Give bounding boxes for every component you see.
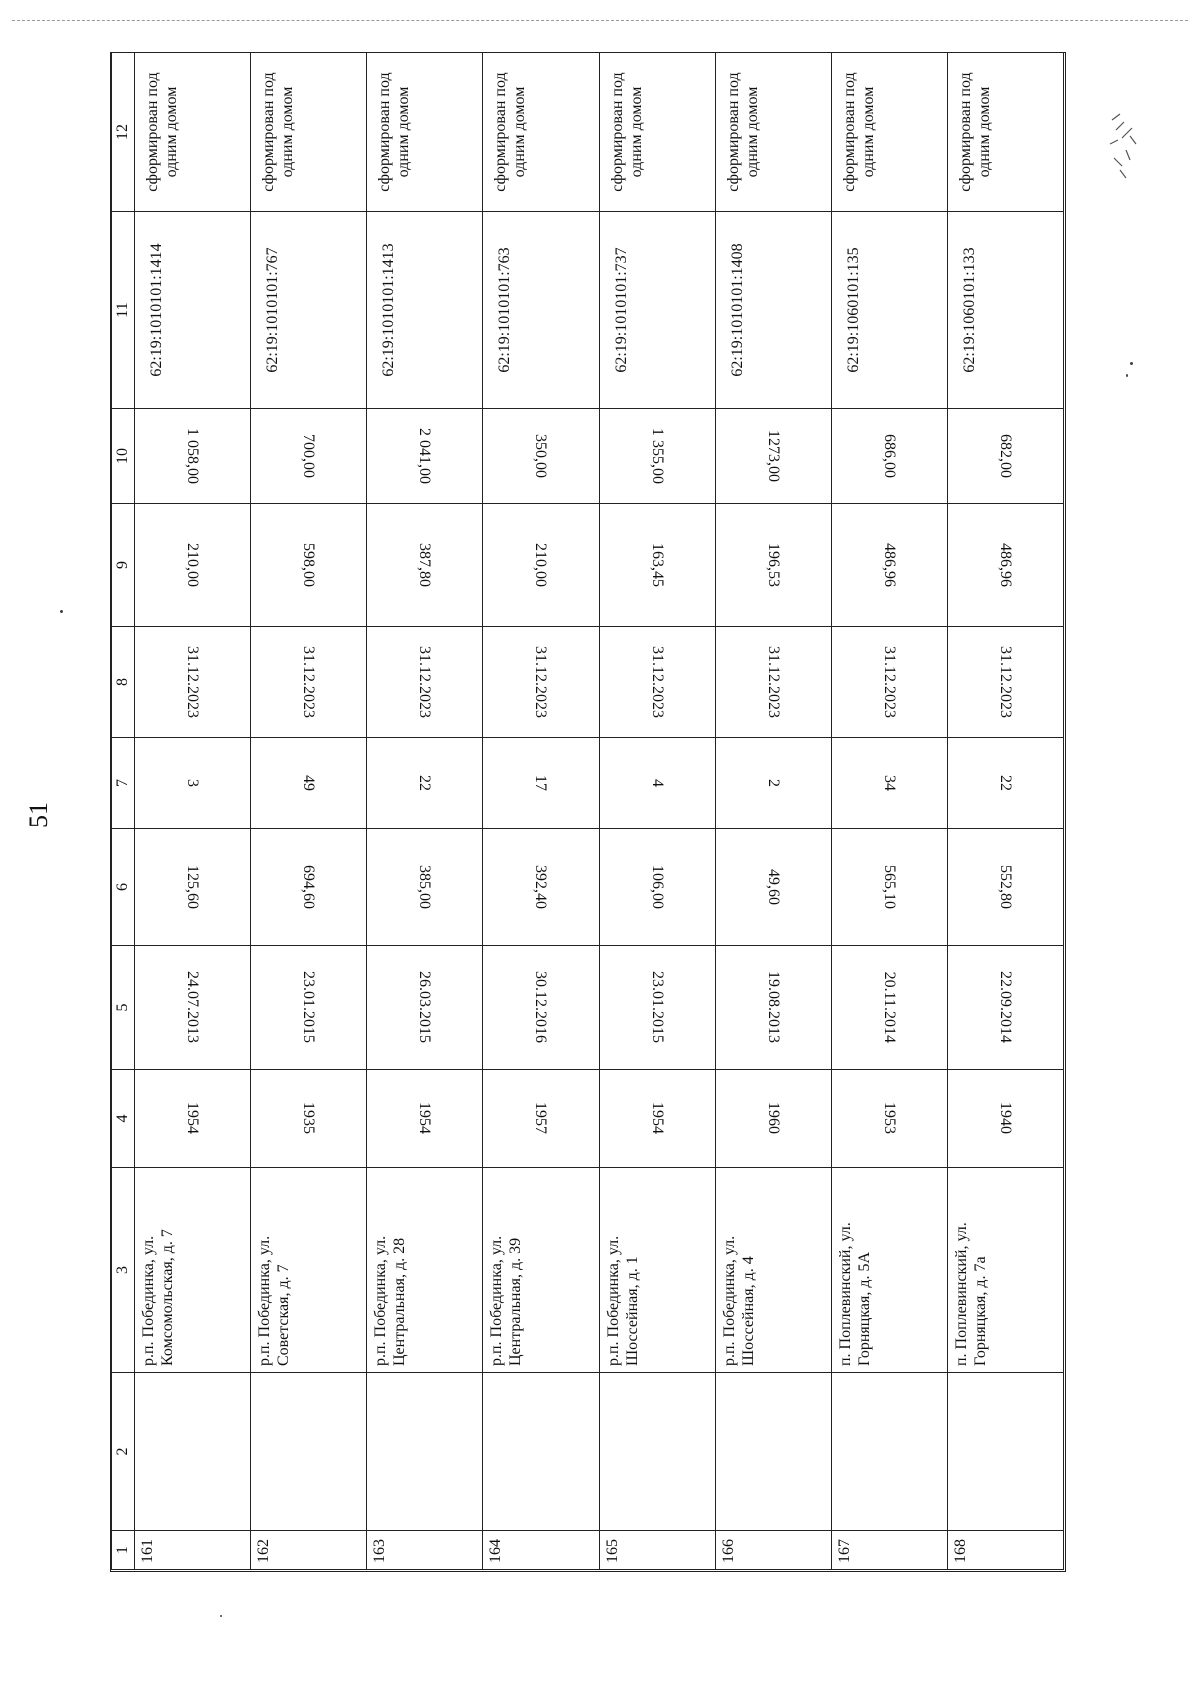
address-cell (367, 1168, 483, 1373)
value-10-text: 1 355,00 (648, 428, 666, 484)
row-number-text: 163 (371, 1539, 389, 1563)
area-text: 392,40 (532, 865, 550, 909)
row-number-cell (599, 1531, 715, 1570)
area-cell (831, 829, 947, 946)
date-cell (251, 946, 367, 1070)
cadastral-number-text: 62:19:1010101:1413 (380, 243, 398, 377)
column-2-cell (483, 1373, 599, 1531)
residents-cell (135, 738, 251, 829)
value-9-cell (947, 504, 1063, 627)
page-number: 51 (24, 802, 53, 828)
area-cell (599, 829, 715, 946)
residents-cell (483, 738, 599, 829)
row-number-text: 166 (719, 1539, 737, 1563)
residents-text: 22 (416, 775, 434, 791)
date-text: 26.03.2015 (416, 971, 434, 1044)
address-text: р.п. Побединка, ул. Комсомольская, д. 7 (140, 1229, 176, 1366)
table-row (715, 53, 831, 1570)
address-cell (251, 1168, 367, 1373)
cadastral-number-text: 62:19:1010101:763 (496, 247, 514, 373)
row-number-text: 165 (603, 1539, 621, 1563)
status-cell (367, 53, 483, 212)
cadastral-number-text: 62:19:1060101:135 (844, 247, 862, 373)
residents-cell (947, 738, 1063, 829)
address-text: р.п. Побединка, ул. Шоссейная, д. 1 (604, 1235, 641, 1366)
stamp-mark (1092, 100, 1152, 190)
row-number-cell (831, 1531, 947, 1570)
residents-cell (715, 738, 831, 829)
header-row (112, 53, 135, 1570)
cadastral-number-cell (947, 212, 1063, 409)
value-9-text: 486,96 (880, 543, 898, 587)
value-9-text: 210,00 (184, 543, 202, 587)
build-year-text: 1954 (416, 1102, 434, 1135)
residents-cell (831, 738, 947, 829)
value-9-cell (135, 504, 251, 627)
address-cell (947, 1168, 1063, 1373)
table-rotated-frame (111, 53, 1064, 1570)
status-text: сформирован под одним домом (840, 72, 877, 192)
scan-speck (1126, 374, 1128, 377)
deadline-text: 31.12.2023 (996, 646, 1014, 718)
row-number-text: 164 (487, 1539, 505, 1563)
area-text: 125,60 (184, 865, 202, 909)
deadline-text: 31.12.2023 (184, 646, 202, 718)
scan-edge-line (12, 20, 1188, 21)
build-year-text: 1957 (532, 1102, 550, 1135)
value-9-text: 598,00 (300, 543, 318, 587)
deadline-text: 31.12.2023 (416, 646, 434, 718)
date-cell (483, 946, 599, 1070)
value-10-cell (135, 409, 251, 504)
value-10-cell (947, 409, 1063, 504)
address-cell (135, 1168, 251, 1373)
status-cell (599, 53, 715, 212)
deadline-cell (715, 627, 831, 738)
value-10-cell (251, 409, 367, 504)
status-cell (831, 53, 947, 212)
header-cell: 6 (112, 829, 135, 946)
residents-text: 3 (184, 779, 202, 787)
value-10-text: 1273,00 (764, 430, 782, 482)
header-cell: 1 (112, 1531, 135, 1570)
area-cell (947, 829, 1063, 946)
value-10-cell (599, 409, 715, 504)
deadline-text: 31.12.2023 (880, 646, 898, 718)
date-text: 24.07.2013 (184, 971, 202, 1044)
deadline-cell (599, 627, 715, 738)
residents-text: 49 (300, 775, 318, 791)
residents-cell (599, 738, 715, 829)
build-year-cell (367, 1070, 483, 1168)
status-text: сформирован под одним домом (260, 72, 297, 192)
scan-speck (60, 610, 63, 613)
date-cell (599, 946, 715, 1070)
value-9-text: 163,45 (648, 543, 666, 587)
area-text: 106,00 (648, 865, 666, 909)
cadastral-number-text: 62:19:1010101:1408 (728, 243, 746, 377)
residents-text: 17 (532, 775, 550, 791)
address-text: р.п. Побединка, ул. Центральная, д. 39 (488, 1235, 525, 1366)
address-text: р.п. Побединка, ул. Шоссейная, д. 4 (720, 1235, 757, 1366)
date-text: 30.12.2016 (532, 971, 550, 1044)
cadastral-number-cell (483, 212, 599, 409)
status-text: сформирован под одним домом (956, 72, 993, 192)
header-cell: 5 (112, 946, 135, 1070)
row-number-cell (483, 1531, 599, 1570)
table-row (947, 53, 1063, 1570)
area-cell (367, 829, 483, 946)
header-cell: 8 (112, 627, 135, 738)
status-text: сформирован под одним домом (492, 72, 529, 192)
deadline-cell (367, 627, 483, 738)
row-number-cell (251, 1531, 367, 1570)
status-cell (251, 53, 367, 212)
cadastral-number-text: 62:19:1010101:1414 (148, 243, 165, 377)
table-row (483, 53, 599, 1570)
row-number-text: 168 (951, 1539, 969, 1563)
residents-text: 2 (764, 779, 782, 787)
row-number-cell (947, 1531, 1063, 1570)
date-cell (947, 946, 1063, 1070)
area-text: 385,00 (416, 865, 434, 909)
value-9-text: 196,53 (764, 543, 782, 587)
column-2-cell (251, 1373, 367, 1531)
address-text: р.п. Побединка, ул. Советская, д. 7 (256, 1235, 293, 1366)
row-number-cell (367, 1531, 483, 1570)
header-cell: 12 (112, 53, 135, 212)
column-2-cell (715, 1373, 831, 1531)
address-text: п. Поплевинский, ул. Горняцкая, д. 7а (952, 1222, 989, 1366)
address-text: р.п. Побединка, ул. Центральная, д. 28 (372, 1235, 409, 1366)
value-9-cell (715, 504, 831, 627)
status-cell (947, 53, 1063, 212)
column-2-cell (367, 1373, 483, 1531)
build-year-cell (135, 1070, 251, 1168)
build-year-cell (831, 1070, 947, 1168)
scan-speck (220, 1615, 222, 1617)
date-cell (715, 946, 831, 1070)
area-text: 552,80 (996, 865, 1014, 909)
row-number-text: 161 (139, 1539, 156, 1563)
column-2-cell (135, 1373, 251, 1531)
header-cell: 4 (112, 1070, 135, 1168)
header-cell: 3 (112, 1168, 135, 1373)
scan-speck (1130, 362, 1133, 365)
address-cell (831, 1168, 947, 1373)
residents-text: 4 (648, 779, 666, 787)
date-text: 23.01.2015 (648, 971, 666, 1044)
status-cell (483, 53, 599, 212)
deadline-cell (831, 627, 947, 738)
residents-cell (251, 738, 367, 829)
build-year-cell (599, 1070, 715, 1168)
residents-text: 34 (880, 775, 898, 791)
area-cell (251, 829, 367, 946)
table-row (135, 53, 251, 1570)
table-row (599, 53, 715, 1570)
header-cell: 10 (112, 409, 135, 504)
value-10-text: 350,00 (532, 434, 550, 478)
date-text: 20.11.2014 (880, 971, 898, 1044)
residents-text: 22 (996, 775, 1014, 791)
cadastral-number-text: 62:19:1010101:737 (612, 247, 630, 373)
cadastral-number-cell (251, 212, 367, 409)
housing-table (110, 52, 1066, 1572)
row-number-text: 167 (835, 1539, 853, 1563)
value-10-cell (483, 409, 599, 504)
header-cell: 2 (112, 1373, 135, 1531)
deadline-text: 31.12.2023 (648, 646, 666, 718)
build-year-cell (947, 1070, 1063, 1168)
date-cell (135, 946, 251, 1070)
cadastral-number-text: 62:19:1060101:133 (960, 247, 978, 373)
value-9-cell (831, 504, 947, 627)
area-cell (715, 829, 831, 946)
address-text: п. Поплевинский, ул. Горняцкая, д. 5А (836, 1222, 873, 1366)
status-text: сформирован под одним домом (144, 72, 180, 192)
deadline-text: 31.12.2023 (300, 646, 318, 718)
value-9-text: 210,00 (532, 543, 550, 587)
date-cell (367, 946, 483, 1070)
deadline-cell (135, 627, 251, 738)
table-row (831, 53, 947, 1570)
build-year-text: 1954 (648, 1102, 666, 1135)
value-10-text: 1 058,00 (184, 428, 202, 484)
build-year-text: 1954 (184, 1102, 202, 1135)
address-cell (715, 1168, 831, 1373)
deadline-cell (251, 627, 367, 738)
table-row (367, 53, 483, 1570)
date-text: 23.01.2015 (300, 971, 318, 1044)
build-year-text: 1953 (880, 1102, 898, 1135)
table-row (251, 53, 367, 1570)
build-year-text: 1935 (300, 1102, 318, 1135)
status-cell (715, 53, 831, 212)
column-2-cell (831, 1373, 947, 1531)
deadline-text: 31.12.2023 (532, 646, 550, 718)
status-text: сформирован под одним домом (724, 72, 761, 192)
status-cell (135, 53, 251, 212)
build-year-cell (715, 1070, 831, 1168)
area-cell (135, 829, 251, 946)
value-10-cell (831, 409, 947, 504)
cadastral-number-text: 62:19:1010101:767 (264, 247, 282, 373)
deadline-text: 31.12.2023 (764, 646, 782, 718)
cadastral-number-cell (831, 212, 947, 409)
cadastral-number-cell (599, 212, 715, 409)
value-10-cell (715, 409, 831, 504)
status-text: сформирован под одним домом (608, 72, 645, 192)
register-table (111, 52, 1064, 1570)
build-year-cell (483, 1070, 599, 1168)
row-number-cell (135, 1531, 251, 1570)
header-cell: 9 (112, 504, 135, 627)
area-text: 694,60 (300, 865, 318, 909)
address-cell (483, 1168, 599, 1373)
value-9-cell (367, 504, 483, 627)
value-9-cell (251, 504, 367, 627)
build-year-text: 1940 (996, 1102, 1014, 1135)
row-number-text: 162 (255, 1539, 273, 1563)
address-cell (599, 1168, 715, 1373)
build-year-cell (251, 1070, 367, 1168)
value-9-cell (483, 504, 599, 627)
value-9-text: 486,96 (996, 543, 1014, 587)
column-2-cell (947, 1373, 1063, 1531)
value-9-text: 387,80 (416, 543, 434, 587)
area-text: 565,10 (880, 865, 898, 909)
value-10-text: 2 041,00 (416, 428, 434, 484)
cadastral-number-cell (715, 212, 831, 409)
area-cell (483, 829, 599, 946)
deadline-cell (947, 627, 1063, 738)
cadastral-number-cell (367, 212, 483, 409)
date-text: 22.09.2014 (996, 971, 1014, 1044)
area-text: 49,60 (764, 869, 782, 905)
value-9-cell (599, 504, 715, 627)
value-10-text: 682,00 (996, 434, 1014, 478)
row-number-cell (715, 1531, 831, 1570)
date-cell (831, 946, 947, 1070)
column-2-cell (599, 1373, 715, 1531)
cadastral-number-cell (135, 212, 251, 409)
value-10-cell (367, 409, 483, 504)
date-text: 19.08.2013 (764, 971, 782, 1044)
deadline-cell (483, 627, 599, 738)
build-year-text: 1960 (764, 1102, 782, 1135)
header-cell: 7 (112, 738, 135, 829)
value-10-text: 686,00 (880, 434, 898, 478)
header-cell: 11 (112, 212, 135, 409)
residents-cell (367, 738, 483, 829)
status-text: сформирован под одним домом (376, 72, 413, 192)
value-10-text: 700,00 (300, 434, 318, 478)
